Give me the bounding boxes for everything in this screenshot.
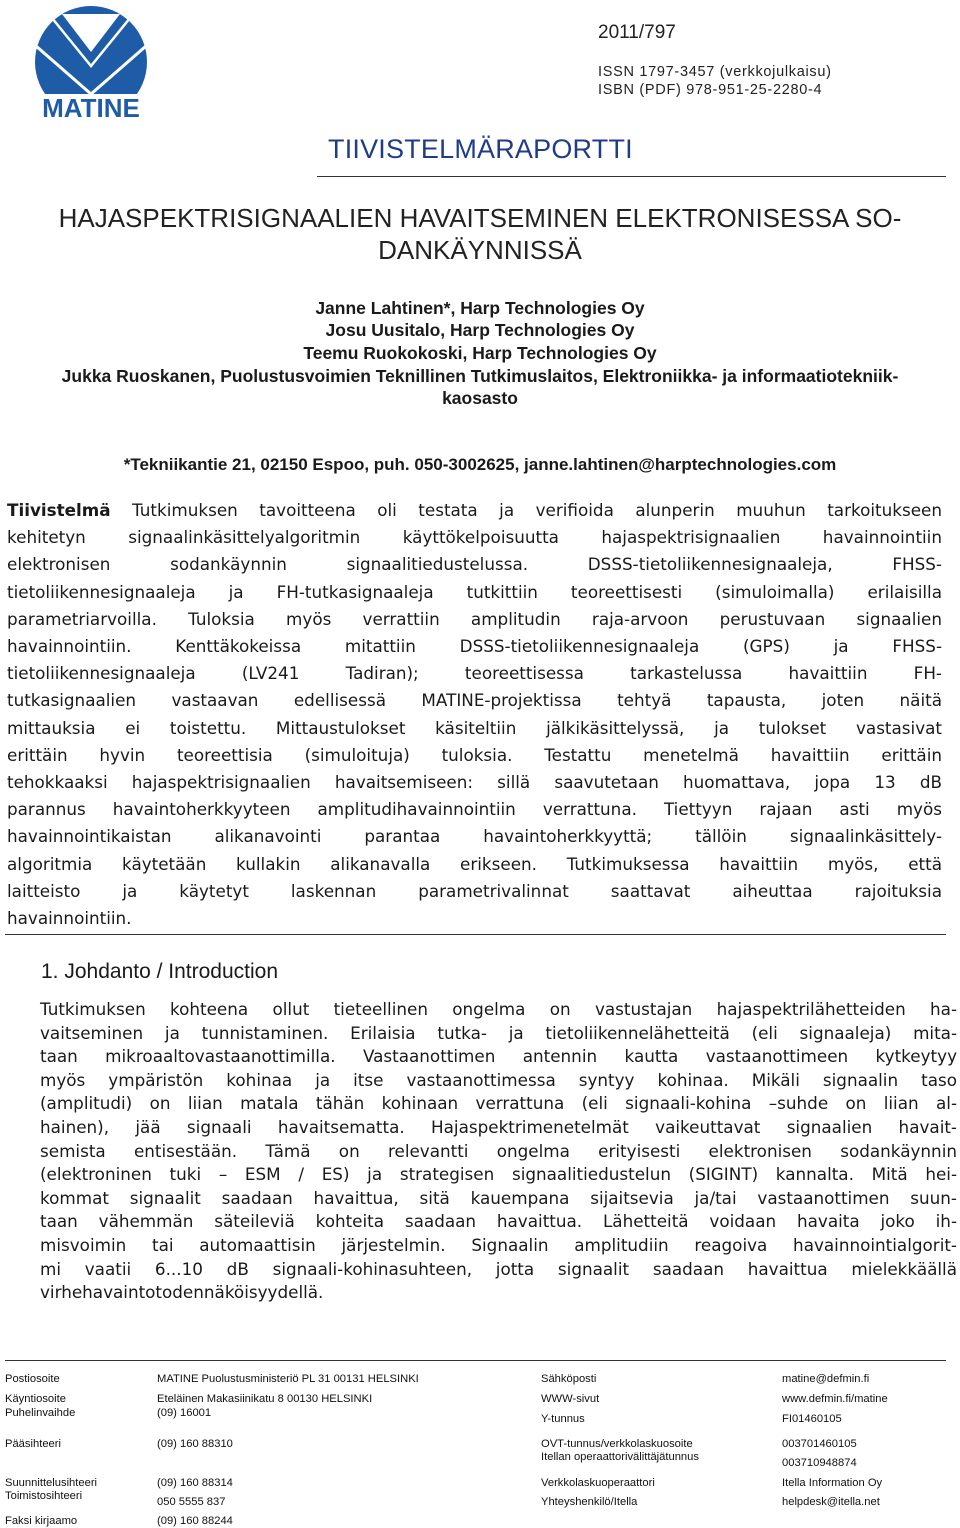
intro-line: hainen), jää signaali havaitsematta. Hajaspektrimenetelmät vaikeuttavat signaalien havait- bbox=[40, 1116, 957, 1137]
logo-text: MATINE bbox=[42, 93, 140, 120]
intro-line: kommat signaalit saadaan havaittua, sitä kauempana sijaitsevia ja/tai vastaanottimen suun- bbox=[40, 1187, 957, 1208]
footer-ytunnus: FI01460105 bbox=[782, 1413, 842, 1425]
abstract-line: algoritmia käytetään kullakin alikanavalla erikseen. Tutkimuksessa havaittiin myös, että bbox=[7, 853, 942, 874]
footer-ovt: 003701460105 bbox=[782, 1438, 857, 1450]
footer-label-faksi: Faksi kirjaamo bbox=[5, 1515, 78, 1527]
footer-label-operaattori: Itellan operaattorivälittäjätunnus bbox=[541, 1451, 699, 1463]
report-number: 2011/797 bbox=[598, 22, 676, 43]
section-heading: 1. Johdanto / Introduction bbox=[41, 960, 278, 983]
author-line: Jukka Ruoskanen, Puolustusvoimien Teknillinen Tutkimuslaitos, Elektroniikka- ja informaatiotekniik- bbox=[61, 366, 899, 386]
intro-line: Tutkimuksen kohteena ollut tieteellinen ongelma on vastustajan hajaspektrilähetteiden ha- bbox=[40, 999, 957, 1019]
footer-toimistosihteeri: 050 5555 837 bbox=[157, 1496, 226, 1508]
footer-label-yhteyshenkilo: Yhteyshenkilö/Itella bbox=[541, 1496, 638, 1508]
abstract-line: laitteisto ja käytetyt laskennan parametrivalinnat saattavat aiheuttaa rajoituksia bbox=[7, 880, 942, 901]
footer-label-sahkoposti: Sähköposti bbox=[541, 1373, 597, 1385]
abstract-line: parannus havaintoherkkyyteen amplitudihavainnointiin verrattuna. Tiettyyn rajaan asti myös bbox=[7, 799, 942, 820]
abstract-line: elektronisen sodankäynnin signaalitiedustelussa. DSSS-tietoliikennesignaaleja, FHSS- bbox=[7, 554, 942, 575]
abstract-line: mittauksia ei toistettu. Mittaustulokset käsiteltiin jälkikäsittelyssä, ja tulokset vastasivat bbox=[7, 717, 942, 738]
intro-line: vaitseminen ja tunnistaminen. Erilaisia tutka- ja tietoliikennelähetteitä (eli signaaleja) mita- bbox=[40, 1022, 957, 1043]
issn: ISSN 1797-3457 (verkkojulkaisu) bbox=[598, 64, 832, 80]
abstract-line: tietoliikennesignaaleja (LV241 Tadiran); teoreettisessa tarkastelussa havaittiin FH- bbox=[7, 663, 942, 684]
report-title-line-2: DANKÄYNNISSÄ bbox=[378, 235, 582, 265]
contact-address: *Tekniikantie 21, 02150 Espoo, puh. 050-3002625, janne.lahtinen@harptechnologies.com bbox=[123, 455, 837, 474]
footer-www: www.defmin.fi/matine bbox=[782, 1393, 888, 1405]
footer-kayntiosoite: Eteläinen Makasiinikatu 8 00130 HELSINKI bbox=[157, 1393, 373, 1405]
footer-verkkolaskuoperaattori: Itella Information Oy bbox=[782, 1477, 883, 1489]
intro-line: semista entisestään. Tämä on relevantti ongelma erityisesti elektronisen sodankäynnin bbox=[40, 1140, 957, 1161]
footer-suunnittelusihteeri: (09) 160 88314 bbox=[157, 1477, 233, 1489]
intro-line: taan vähemmän säteileviä kohteita saadaan havaittua. Lähetteitä voidaan havaita joko ih- bbox=[40, 1211, 957, 1232]
footer-label-www: WWW-sivut bbox=[541, 1393, 600, 1405]
abstract-line: tehokkaaksi hajaspektrisignaalien havaitsemiseen: sillä saavutetaan huomattava, jopa 13 dB bbox=[7, 772, 942, 793]
abstract bbox=[7, 497, 942, 932]
report-title-line-1: HAJASPEKTRISIGNAALIEN HAVAITSEMINEN ELEKTRONISESSA SO- bbox=[58, 203, 902, 233]
footer-faksi: (09) 160 88244 bbox=[157, 1515, 233, 1527]
footer-postiosoite: MATINE Puolustusministeriö PL 31 00131 HELSINKI bbox=[157, 1373, 419, 1385]
footer-paasihteeri: (09) 160 88310 bbox=[157, 1438, 233, 1450]
author-line: kaosasto bbox=[442, 388, 518, 408]
footer-label-toimistosihteeri: Toimistosihteeri bbox=[5, 1490, 83, 1502]
footer-label-paasihteeri: Pääsihteeri bbox=[5, 1438, 61, 1450]
abstract-line: erittäin hyvin teoreettisia (simuloituja) tuloksia. Testattu menetelmä havaittiin erittäin bbox=[7, 744, 942, 765]
abstract-heading: Tiivistelmä bbox=[7, 500, 111, 520]
intro-line: mi vaatii 6...10 dB signaali-kohinasuhteen, jotta signaalit saadaan havaittua mielekkäällä bbox=[40, 1258, 957, 1279]
footer-divider bbox=[5, 1360, 946, 1361]
footer-operaattori: 003710948874 bbox=[782, 1457, 857, 1469]
intro-paragraph bbox=[40, 998, 957, 1305]
intro-line: misvoimin tai automaattisin järjestelmin. Signaalin amplitudiin reagoiva havainnointialgorit- bbox=[40, 1234, 957, 1255]
footer-label-puhelinvaihde: Puhelinvaihde bbox=[5, 1407, 76, 1419]
footer-label-suunnittelusihteeri: Suunnittelusihteeri bbox=[5, 1477, 98, 1489]
footer-sahkoposti: matine@defmin.fi bbox=[782, 1373, 870, 1385]
footer-label-verkkolaskuoperaattori: Verkkolaskuoperaattori bbox=[541, 1477, 655, 1489]
author-line: Josu Uusitalo, Harp Technologies Oy bbox=[325, 320, 635, 340]
footer-label-ytunnus: Y-tunnus bbox=[541, 1413, 585, 1425]
abstract-line: havainnointiin. Kenttäkokeissa mitattiin DSSS-tietoliikennesignaaleja (GPS) ja FHSS- bbox=[7, 636, 942, 657]
abstract-line: kehitetyn signaalinkäsittelyalgoritmin käyttökelpoisuutta hajaspektrisignaalien havainnointiin bbox=[7, 527, 942, 548]
document-type: TIIVISTELMÄRAPORTTI bbox=[328, 134, 633, 164]
abstract-line: tietoliikennesignaaleja ja FH-tutkasignaaleja tutkittiin teoreettisesti (simuloimalla) erilaisilla bbox=[7, 581, 942, 602]
matine-logo bbox=[22, 4, 160, 120]
footer-label-ovt: OVT-tunnus/verkkolaskuosoite bbox=[541, 1438, 693, 1450]
author-line: Teemu Ruokokoski, Harp Technologies Oy bbox=[303, 343, 657, 363]
intro-line: myös ympäristön kohinaa ja itse vastaanottimessa syntyy kohinaa. Mikäli signaalin taso bbox=[40, 1069, 957, 1090]
footer-yhteyshenkilo: helpdesk@itella.net bbox=[782, 1496, 880, 1508]
intro-line: (amplitudi) on liian matala tähän kohinaan verrattuna (eli signaali-kohina –suhde on liian al- bbox=[40, 1093, 957, 1114]
abstract-line: havainnointiin. bbox=[7, 908, 132, 929]
intro-line: virhehavaintotodennäköisyydellä. bbox=[40, 1282, 324, 1303]
intro-line: taan mikroaaltovastaanottimilla. Vastaanottimen antennin kautta vastaanottimeen kytkeytyy bbox=[40, 1046, 957, 1067]
abstract-line: tutkasignaalien vastaavan edellisessä MATINE-projektissa tehtyä tapausta, joten näitä bbox=[7, 690, 942, 711]
author-line: Janne Lahtinen*, Harp Technologies Oy bbox=[315, 298, 645, 318]
footer-puhelinvaihde: (09) 16001 bbox=[157, 1407, 212, 1419]
abstract-line: havainnointikaistan alikanavointi parantaa havaintoherkkyyttä; tällöin signaalinkäsittely- bbox=[7, 826, 942, 847]
footer-label-kayntiosoite: Käyntiosoite bbox=[5, 1393, 66, 1405]
header-divider bbox=[317, 176, 946, 177]
isbn: ISBN (PDF) 978-951-25-2280-4 bbox=[598, 82, 823, 98]
abstract-line: Tutkimuksen tavoitteena oli testata ja verifioida alunperin muuhun tarkoitukseen bbox=[110, 500, 942, 520]
abstract-line: parametriarvoilla. Tuloksia myös verrattiin amplitudin raja-arvoon perustuvaan signaalien bbox=[7, 608, 942, 629]
footer-label-postiosoite: Postiosoite bbox=[5, 1373, 60, 1385]
abstract-divider bbox=[5, 934, 946, 935]
intro-line: (elektroninen tuki – ESM / ES) ja strategisen signaalitiedustelun (SIGINT) kannalta. Mitä hei- bbox=[40, 1164, 957, 1185]
